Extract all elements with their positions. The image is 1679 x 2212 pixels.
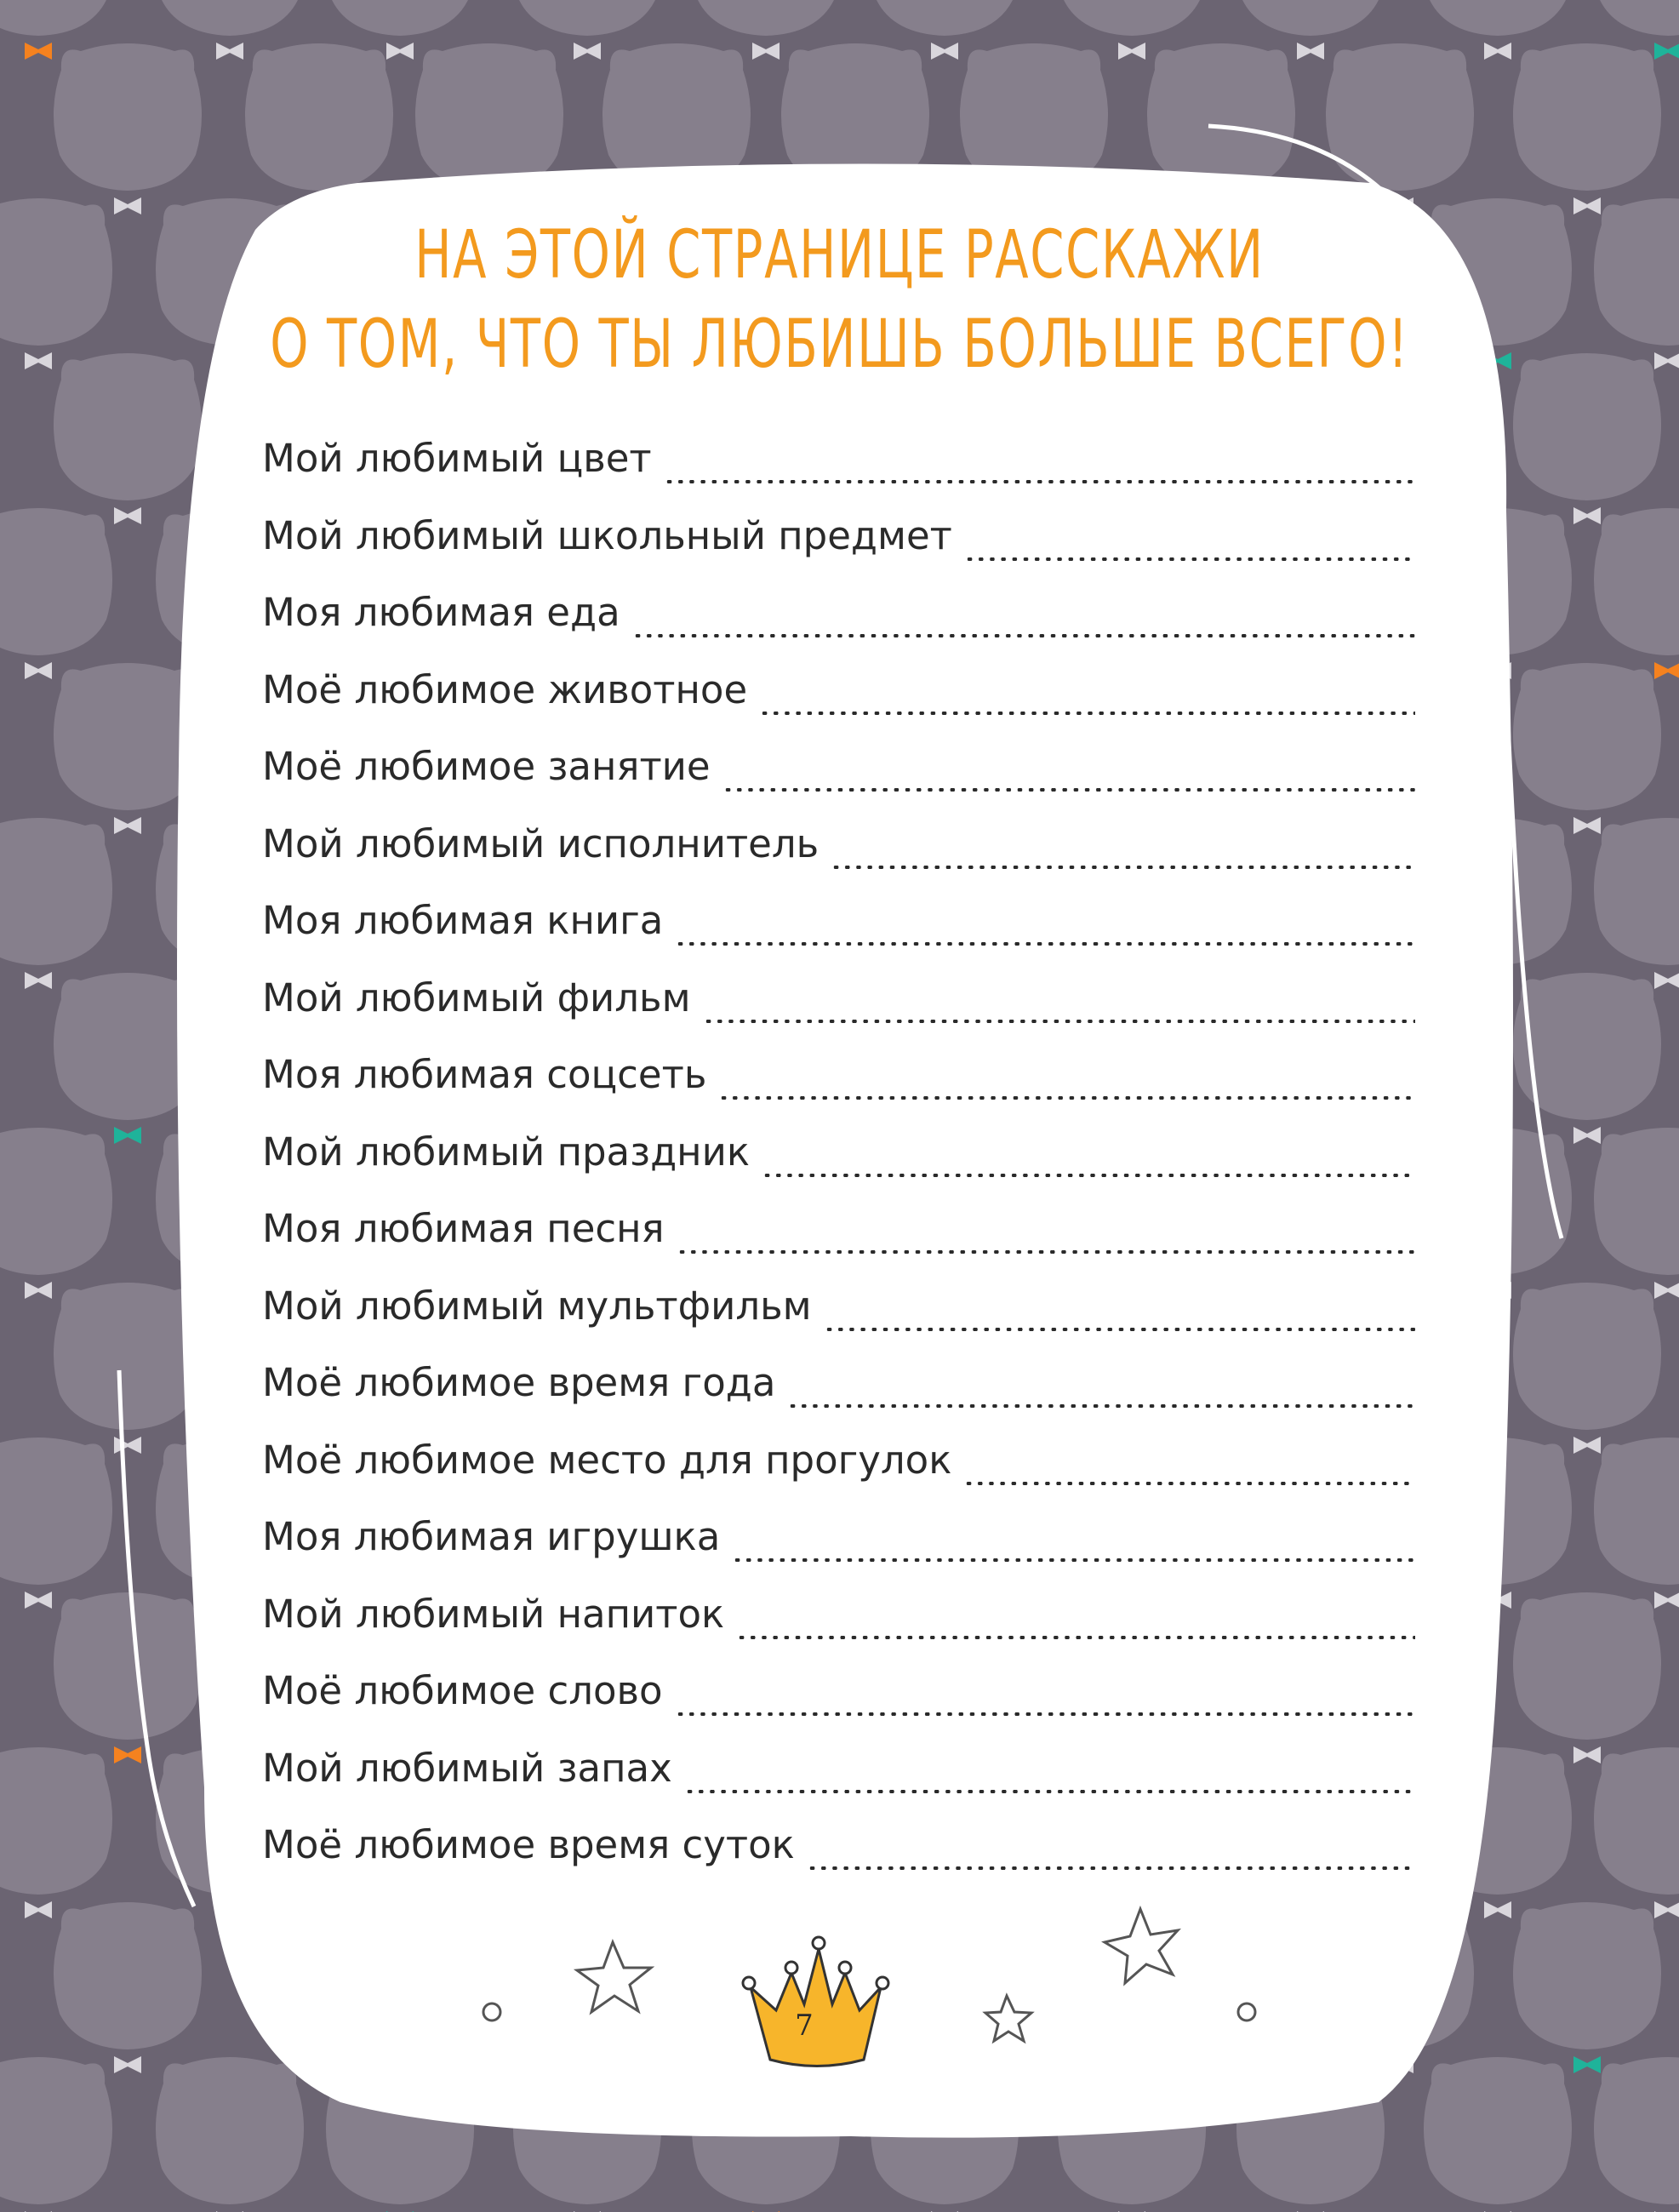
answer-dotted-line[interactable] (824, 1328, 1415, 1331)
answer-dotted-line[interactable] (722, 788, 1415, 792)
page-title-line-2: О ТОМ, ЧТО ТЫ ЛЮБИШЬ БОЛЬШЕ ВСЕГО! (270, 306, 1409, 383)
answer-dotted-line[interactable] (787, 1404, 1415, 1408)
list-item-label: Моя любимая книга (262, 898, 664, 943)
small-circle-icon (483, 2003, 500, 2021)
list-item (262, 1129, 1415, 1189)
answer-dotted-line[interactable] (718, 1096, 1415, 1100)
list-item (262, 821, 1415, 881)
list-item-label: Мой любимый исполнитель (262, 820, 820, 866)
list-item-label: Мой любимый цвет (262, 436, 652, 481)
list-item (262, 590, 1415, 649)
list-item-label: Мой любимый мультфильм (262, 1283, 812, 1329)
answer-dotted-line[interactable] (632, 634, 1415, 637)
list-item (262, 1052, 1415, 1112)
list-item-label: Моё любимое место для прогулок (262, 1437, 952, 1483)
answer-dotted-line[interactable] (703, 1020, 1415, 1023)
list-item-label: Мой любимый запах (262, 1745, 672, 1791)
list-item (262, 1592, 1415, 1651)
answer-dotted-line[interactable] (684, 1790, 1415, 1793)
list-item-label: Мой любимый фильм (262, 975, 691, 1020)
list-item-label: Моё любимое время суток (262, 1822, 795, 1867)
answer-dotted-line[interactable] (831, 866, 1415, 869)
list-item (262, 1206, 1415, 1266)
list-item (262, 513, 1415, 573)
page-number: 7 (795, 2009, 814, 2043)
small-circle-icon (1238, 2003, 1255, 2021)
page-title-line-1: НА ЭТОЙ СТРАНИЦЕ РАССКАЖИ (414, 217, 1265, 294)
list-item (262, 667, 1415, 727)
list-item (262, 1438, 1415, 1497)
list-item-label: Моя любимая соцсеть (262, 1052, 707, 1097)
answer-dotted-line[interactable] (807, 1866, 1415, 1870)
list-item (262, 898, 1415, 957)
panel-border-stroke-left (119, 1370, 194, 1906)
list-item (262, 436, 1415, 495)
list-item (262, 744, 1415, 803)
list-item-label: Моё любимое занятие (262, 744, 711, 789)
list-item-label: Мой любимый праздник (262, 1129, 751, 1175)
list-item-label: Мой любимый напиток (262, 1591, 725, 1637)
list-item (262, 1514, 1415, 1574)
list-item (262, 1746, 1415, 1805)
answer-dotted-line[interactable] (736, 1636, 1415, 1639)
answer-dotted-line[interactable] (675, 1712, 1415, 1716)
list-item (262, 1822, 1415, 1882)
answer-dotted-line[interactable] (762, 1174, 1415, 1177)
list-item (262, 1668, 1415, 1728)
answer-dotted-line[interactable] (675, 942, 1415, 946)
answer-dotted-line[interactable] (964, 557, 1415, 561)
answer-dotted-line[interactable] (963, 1482, 1415, 1485)
list-item-label: Моё любимое время года (262, 1360, 776, 1405)
list-item-label: Моё любимое слово (262, 1668, 663, 1713)
list-item (262, 1360, 1415, 1420)
answer-dotted-line[interactable] (677, 1250, 1415, 1254)
list-item-label: Моя любимая игрушка (262, 1514, 721, 1559)
list-item-label: Моя любимая еда (262, 590, 620, 635)
list-item (262, 1283, 1415, 1343)
answer-dotted-line[interactable] (732, 1558, 1415, 1562)
answer-dotted-line[interactable] (664, 480, 1415, 483)
list-item (262, 975, 1415, 1035)
list-item-label: Мой любимый школьный предмет (262, 512, 952, 558)
list-item-label: Моя любимая песня (262, 1206, 665, 1251)
list-item-label: Моё любимое животное (262, 666, 748, 712)
answer-dotted-line[interactable] (759, 712, 1415, 715)
